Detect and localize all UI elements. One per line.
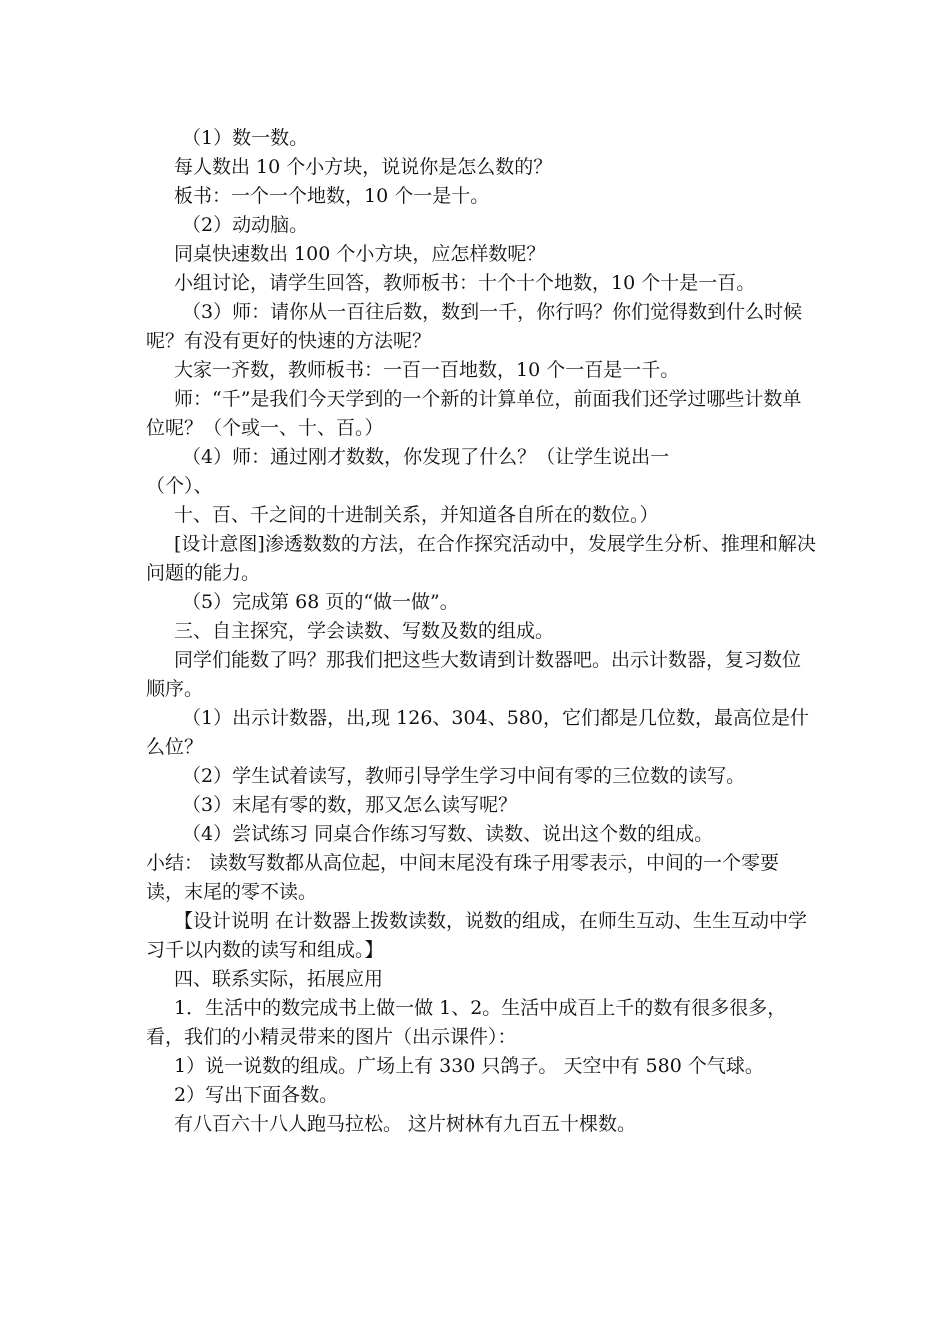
paragraph-26: 2）写出下面各数。	[174, 1084, 339, 1106]
paragraph-15: 三、自主探究，学会读数、写数及数的组成。	[174, 620, 555, 642]
paragraph-13: [设计意图]渗透数数的方法，在合作探究活动中，发展学生分析、推理和解决问题的能力。	[146, 533, 816, 584]
paragraph-4: （2）动动脑。	[182, 214, 309, 236]
paragraph-23: 四、联系实际，拓展应用	[174, 968, 384, 990]
paragraph-8: 大家一齐数，教师板书：一百一百地数，10 个一百是一千。	[174, 359, 680, 381]
paragraph-3: 板书：一个一个地数，10 个一是十。	[174, 185, 490, 207]
paragraph-21: 小结： 读数写数都从高位起，中间末尾没有珠子用零表示，中间的一个零要读，末尾的零不读。	[146, 852, 780, 903]
document-body	[146, 124, 816, 1139]
paragraph-9: 师：“千”是我们今天学到的一个新的计算单位，前面我们还学过哪些计数单位呢？（个或一、十、百。）	[146, 388, 802, 439]
paragraph-10: （4）师：通过刚才数数，你发现了什么？（让学生说出一	[182, 446, 670, 468]
paragraph-19: （3）末尾有零的数，那又怎么读写呢？	[182, 794, 518, 816]
paragraph-5: 同桌快速数出 100 个小方块，应怎样数呢？	[174, 243, 546, 265]
paragraph-11: （个）、	[146, 475, 213, 497]
paragraph-17: （1）出示计数器，出,现 126、304、580，它们都是几位数，最高位是什么位？	[146, 707, 809, 758]
paragraph-22: 【设计说明 在计数器上拨数读数，说数的组成，在师生互动、生生互动中学习千以内数的读写和组成。】	[146, 910, 808, 961]
paragraph-25: 1）说一说数的组成。广场上有 330 只鸽子。 天空中有 580 个气球。	[174, 1055, 764, 1077]
paragraph-27: 有八百六十八人跑马拉松。 这片树林有九百五十棵数。	[174, 1113, 637, 1135]
paragraph-2: 每人数出 10 个小方块，说说你是怎么数的？	[174, 156, 553, 178]
paragraph-6: 小组讨论，请学生回答，教师板书：十个十个地数，10 个十是一百。	[174, 272, 756, 294]
paragraph-24: 1．生活中的数完成书上做一做 1、2。生活中成百上千的数有很多很多，看，我们的小精灵带来的图片（出示课件）：	[146, 997, 787, 1048]
paragraph-16: 同学们能数了吗？那我们把这些大数请到计数器吧。出示计数器，复习数位顺序。	[146, 649, 802, 700]
paragraph-20: （4）尝试练习 同桌合作练习写数、读数、说出这个数的组成。	[182, 823, 714, 845]
paragraph-14: （5）完成第 68 页的“做一做”。	[182, 591, 459, 613]
paragraph-18: （2）学生试着读写，教师引导学生学习中间有零的三位数的读写。	[182, 765, 746, 787]
paragraph-12: 十、百、千之间的十进制关系，并知道各自所在的数位。）	[174, 504, 659, 526]
paragraph-1: （1）数一数。	[182, 127, 309, 149]
paragraph-7: （3）师：请你从一百往后数，数到一千，你行吗？你们觉得数到什么时候呢？有没有更好的快速的方法呢？	[146, 301, 803, 352]
